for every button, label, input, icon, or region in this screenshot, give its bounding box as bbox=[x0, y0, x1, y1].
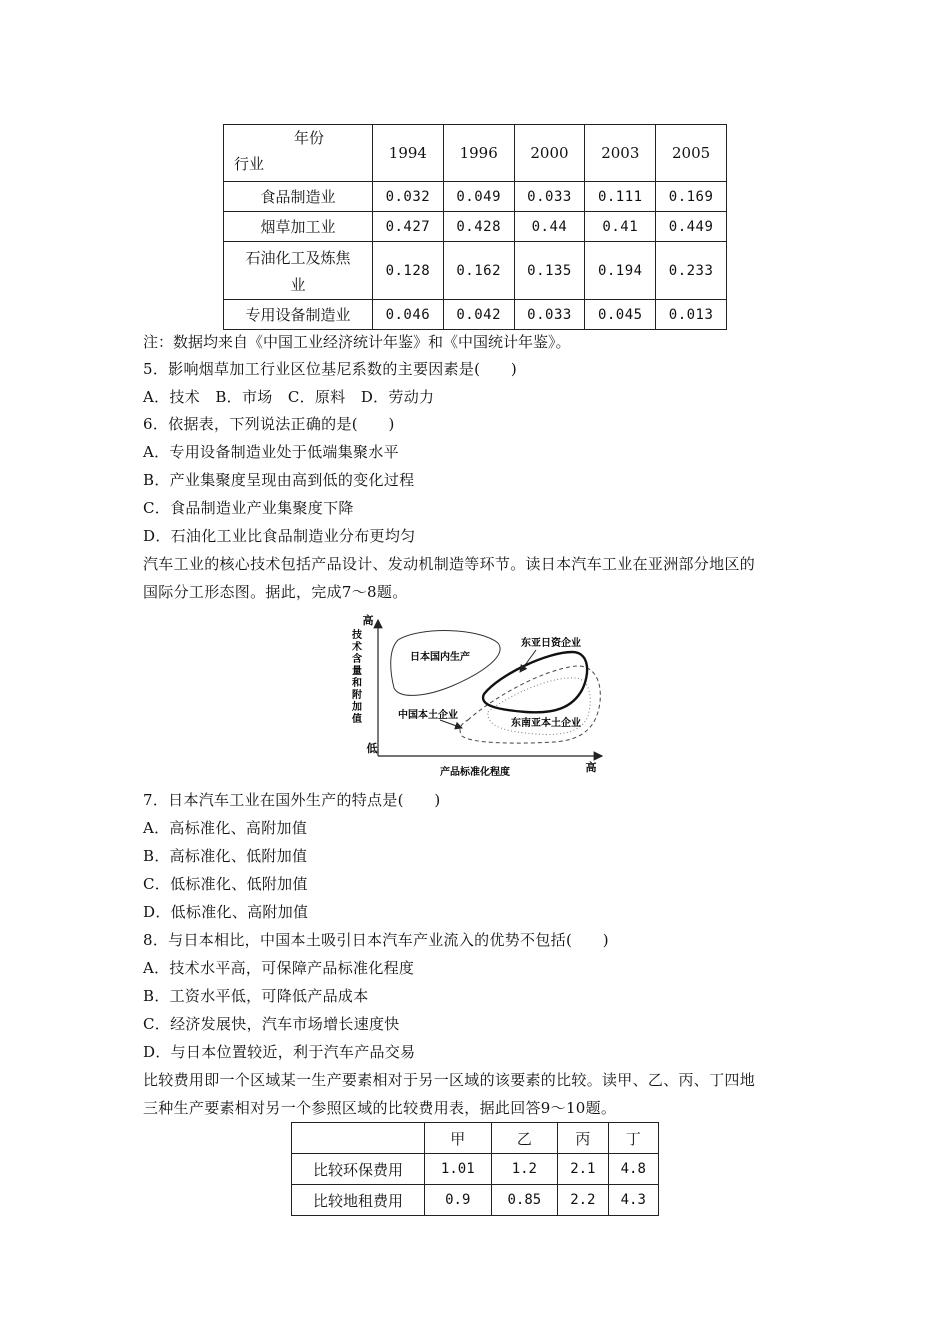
svg-text:附: 附 bbox=[352, 690, 362, 701]
question-7-option-a: A．高标准化、高附加值 bbox=[143, 819, 308, 837]
value-cell: 0.233 bbox=[656, 242, 727, 300]
x-axis-high-label: 高 bbox=[585, 761, 597, 774]
year-header: 2005 bbox=[656, 125, 727, 182]
question-8-option-a: A．技术水平高，可保障产品标准化程度 bbox=[143, 959, 415, 977]
svg-text:含: 含 bbox=[352, 654, 362, 665]
industry-name-line2: 业 bbox=[290, 275, 306, 294]
question-8-stem: 8．与日本相比，中国本土吸引日本汽车产业流入的优势不包括( ) bbox=[143, 931, 609, 949]
question-8-option-c: C．经济发展快，汽车市场增长速度快 bbox=[143, 1015, 400, 1033]
value-cell: 0.162 bbox=[443, 242, 514, 300]
year-header: 1996 bbox=[443, 125, 514, 182]
value-cell: 0.033 bbox=[514, 182, 585, 212]
industry-name-line1: 石油化工及炼焦 bbox=[245, 248, 351, 267]
value-cell: 0.049 bbox=[443, 182, 514, 212]
value-cell: 0.449 bbox=[656, 212, 727, 242]
intro-9-10-line1: 比较费用即一个区域某一生产要素相对于另一区域的该要素的比较。读甲、乙、丙、丁四地 bbox=[143, 1071, 756, 1089]
value-cell: 1.01 bbox=[425, 1154, 492, 1185]
industry-name bbox=[224, 242, 373, 300]
value-cell: 0.194 bbox=[585, 242, 656, 300]
table-row bbox=[224, 182, 727, 212]
intro-9-10-line2: 三种生产要素相对另一个参照区域的比较费用表，据此回答9～10题。 bbox=[143, 1099, 617, 1117]
value-cell: 0.169 bbox=[656, 182, 727, 212]
value-cell: 2.1 bbox=[558, 1154, 608, 1185]
southeast-asia-label: 东南亚本土企业 bbox=[511, 718, 581, 729]
value-cell: 0.135 bbox=[514, 242, 585, 300]
industry-name: 专用设备制造业 bbox=[224, 300, 373, 330]
industry-name: 烟草加工业 bbox=[224, 212, 373, 242]
table-corner-cell bbox=[224, 125, 373, 182]
table-row bbox=[292, 1185, 659, 1216]
value-cell: 0.111 bbox=[585, 182, 656, 212]
svg-text:技: 技 bbox=[352, 630, 362, 641]
value-cell: 0.042 bbox=[443, 300, 514, 330]
value-cell: 0.428 bbox=[443, 212, 514, 242]
question-5-stem: 5．影响烟草加工行业区位基尼系数的主要因素是( ) bbox=[143, 360, 518, 378]
table-header-row bbox=[292, 1123, 659, 1154]
division-of-labor-figure bbox=[340, 608, 610, 778]
comparative-cost-table bbox=[291, 1122, 659, 1216]
table-row bbox=[224, 212, 727, 242]
value-cell: 0.85 bbox=[491, 1185, 558, 1216]
region-header: 甲 bbox=[425, 1123, 492, 1154]
question-6-option-b: B．产业集聚度呈现由高到低的变化过程 bbox=[143, 471, 415, 489]
year-header: 2000 bbox=[514, 125, 585, 182]
east-asia-japanese-label: 东亚日资企业 bbox=[521, 638, 581, 649]
value-cell: 0.9 bbox=[425, 1185, 492, 1216]
question-6-stem: 6．依据表，下列说法正确的是( ) bbox=[143, 415, 395, 433]
svg-text:加: 加 bbox=[352, 702, 362, 713]
question-8-option-d: D．与日本位置较近，利于汽车产品交易 bbox=[143, 1043, 416, 1061]
intro-7-8-line2: 国际分工形态图。据此，完成7～8题。 bbox=[143, 583, 408, 601]
cost-type: 比较环保费用 bbox=[292, 1154, 425, 1185]
question-8-option-b: B．工资水平低，可降低产品成本 bbox=[143, 987, 369, 1005]
value-cell: 0.045 bbox=[585, 300, 656, 330]
y-axis-title bbox=[351, 628, 362, 725]
question-7-stem: 7．日本汽车工业在国外生产的特点是( ) bbox=[143, 791, 441, 809]
question-7-option-d: D．低标准化、高附加值 bbox=[143, 903, 309, 921]
value-cell: 0.046 bbox=[373, 300, 444, 330]
industry-name: 食品制造业 bbox=[224, 182, 373, 212]
svg-text:和: 和 bbox=[352, 678, 362, 689]
y-axis-low-label: 低 bbox=[366, 742, 378, 755]
table-row bbox=[224, 300, 727, 330]
svg-text:值: 值 bbox=[352, 714, 362, 725]
japan-domestic-label: 日本国内生产 bbox=[410, 652, 470, 663]
value-cell: 0.032 bbox=[373, 182, 444, 212]
intro-7-8-line1: 汽车工业的核心技术包括产品设计、发动机制造等环节。读日本汽车工业在亚洲部分地区的 bbox=[143, 555, 756, 573]
table-row bbox=[292, 1154, 659, 1185]
table-note: 注：数据均来自《中国工业经济统计年鉴》和《中国统计年鉴》。 bbox=[143, 333, 571, 351]
region-header: 丁 bbox=[608, 1123, 658, 1154]
corner-year-label: 年份 bbox=[294, 129, 325, 147]
corner-industry-label: 行业 bbox=[234, 155, 265, 173]
year-header: 1994 bbox=[373, 125, 444, 182]
value-cell: 0.128 bbox=[373, 242, 444, 300]
empty-corner-cell bbox=[292, 1123, 425, 1154]
value-cell: 2.2 bbox=[558, 1185, 608, 1216]
cost-type: 比较地租费用 bbox=[292, 1185, 425, 1216]
value-cell: 1.2 bbox=[491, 1154, 558, 1185]
east-asia-japanese-region bbox=[483, 652, 587, 712]
question-6-option-a: A．专用设备制造业处于低端集聚水平 bbox=[143, 443, 399, 461]
svg-text:术: 术 bbox=[352, 642, 362, 653]
value-cell: 0.427 bbox=[373, 212, 444, 242]
value-cell: 0.013 bbox=[656, 300, 727, 330]
question-6-option-d: D．石油化工业比食品制造业分布更均匀 bbox=[143, 527, 416, 545]
china-local-label: 中国本土企业 bbox=[398, 710, 458, 721]
value-cell: 4.8 bbox=[608, 1154, 658, 1185]
question-7-option-c: C．低标准化、低附加值 bbox=[143, 875, 308, 893]
value-cell: 0.44 bbox=[514, 212, 585, 242]
question-6-option-c: C．食品制造业产业集聚度下降 bbox=[143, 499, 354, 517]
region-header: 丙 bbox=[558, 1123, 608, 1154]
table-row bbox=[224, 242, 727, 300]
southeast-asia-region bbox=[460, 666, 600, 743]
svg-text:量: 量 bbox=[352, 666, 362, 677]
value-cell: 0.033 bbox=[514, 300, 585, 330]
year-header: 2003 bbox=[585, 125, 656, 182]
y-axis-high-label: 高 bbox=[362, 614, 374, 627]
value-cell: 0.41 bbox=[585, 212, 656, 242]
value-cell: 4.3 bbox=[608, 1185, 658, 1216]
x-axis-title: 产品标准化程度 bbox=[440, 767, 510, 778]
question-7-option-b: B．高标准化、低附加值 bbox=[143, 847, 308, 865]
gini-coefficient-table bbox=[223, 124, 727, 330]
question-5-options: A．技术 B．市场 C．原料 D．劳动力 bbox=[143, 388, 435, 406]
china-local-arrow bbox=[440, 720, 462, 728]
region-header: 乙 bbox=[491, 1123, 558, 1154]
